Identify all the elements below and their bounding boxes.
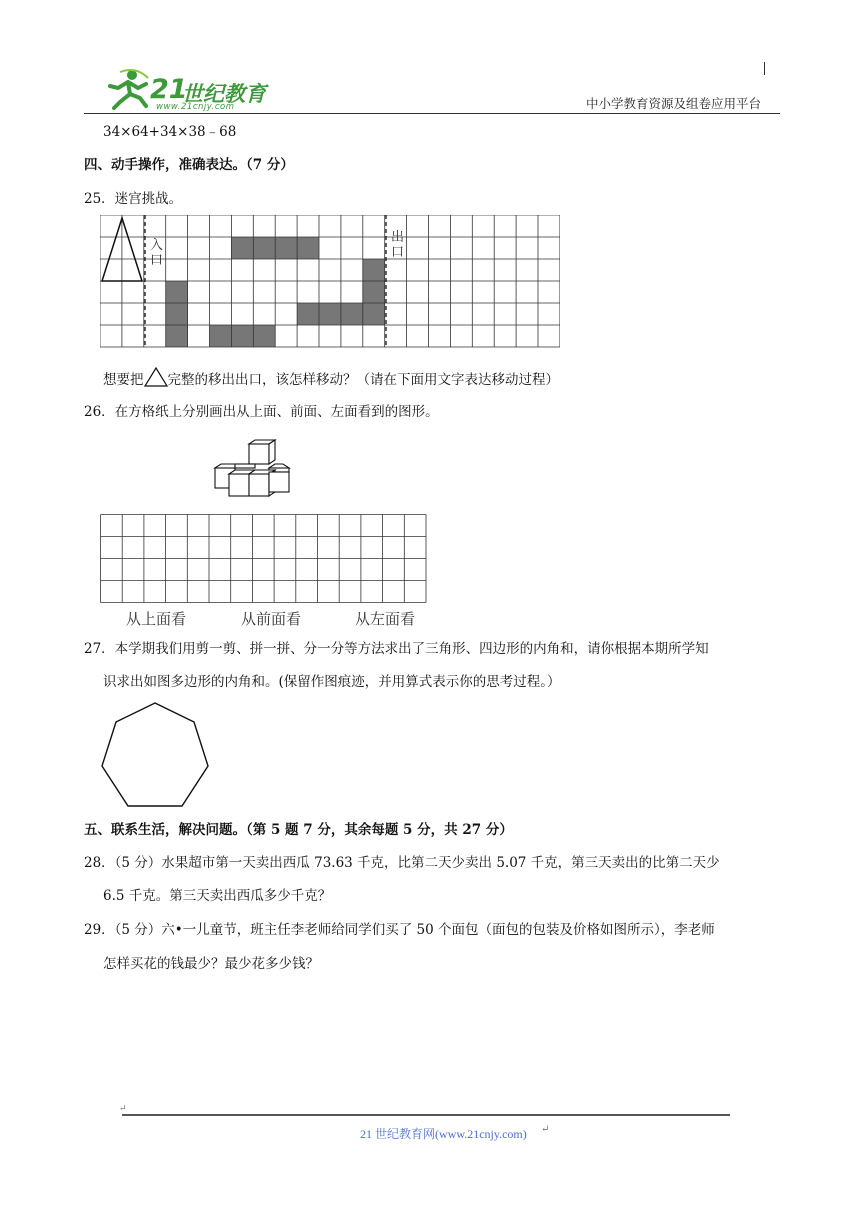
maze-wall-cell [363, 281, 385, 303]
question-25-prompt [103, 367, 559, 390]
maze-wall-cell [253, 237, 275, 259]
maze-exit-label: 出口 [391, 230, 405, 260]
question-28-line-2: 6.5 千克。第三天卖出西瓜多少千克？ [103, 888, 332, 904]
header-rule [84, 113, 780, 114]
logo-number: 21 [150, 74, 188, 105]
question-27-line-1: 27．本学期我们用剪一剪、拼一拼、分一分等方法求出了三角形、四边形的内角和，请你根据本期所学知 [84, 641, 709, 657]
question-26-title: 26．在方格纸上分别画出从上面、前面、左面看到的图形。 [84, 404, 439, 420]
heptagon-figure [98, 700, 212, 810]
logo-name: 世纪教育 [182, 82, 266, 106]
logo-url: www.21cnjy.com [156, 102, 235, 112]
footer-return-icon: ↵ [541, 1124, 550, 1135]
maze-wall-cell [166, 281, 188, 303]
question-27-line-2: 识求出如图多边形的内角和。(保留作图痕迹，并用算式表示你的思考过程。） [103, 674, 561, 690]
header-tick [764, 62, 765, 75]
maze-wall-cell [166, 303, 188, 325]
section-4-heading: 四、动手操作，准确表达。（7 分） [84, 157, 294, 173]
footer-rule [122, 1114, 730, 1116]
maze-wall-cell [341, 303, 363, 325]
maze-wall-cell [363, 303, 385, 325]
maze-wall-cell [297, 303, 319, 325]
maze-wall-cell [253, 325, 275, 347]
footer-text: 21 世纪教育网(www.21cnjy.com) [360, 1127, 527, 1141]
question-25-title: 25．迷宫挑战。 [84, 191, 183, 207]
question-25-prompt-start: 想要把 [103, 372, 144, 388]
question-29-line-2: 怎样买花的钱最少？最少花多少钱？ [103, 956, 319, 972]
section-5-heading: 五、联系生活，解决问题。（第 5 题 7 分，其余每题 5 分，共 27 分） [84, 822, 513, 838]
maze-wall-cell [210, 325, 232, 347]
maze-entrance-label: 入口 [150, 238, 164, 268]
previous-expression: 34×64+34×38﹣68 [103, 124, 237, 140]
maze-wall-cell [231, 237, 253, 259]
header [0, 0, 860, 115]
maze-wall-cell [363, 259, 385, 281]
maze-wall-cell [231, 325, 253, 347]
footer-return-mark-icon: ↵ [119, 1104, 127, 1114]
small-triangle-icon [144, 367, 168, 387]
maze-grid [100, 215, 560, 350]
maze-wall-cell [166, 325, 188, 347]
caption-front-view: 从前面看 [241, 610, 302, 628]
runner-logo-icon [106, 68, 152, 110]
question-25-prompt-end: 完整的移出出口，该怎样移动？（请在下面用文字表达移动过程） [167, 372, 559, 388]
platform-name: 中小学教育资源及组卷应用平台 [586, 96, 762, 111]
question-28-line-1: 28．（5 分）水果超市第一天卖出西瓜 73.63 千克，比第二天少卖出 5.07 千克，第三天卖出的比第二天少 [84, 855, 720, 871]
maze-wall-cell [297, 237, 319, 259]
view-drawing-grid [100, 514, 430, 606]
caption-top-view: 从上面看 [126, 610, 187, 628]
question-29-line-1: 29．（5 分）六•一儿童节，班主任李老师给同学们买了 50 个面包（面包的包装及价格如图所示），李老师 [84, 922, 715, 938]
caption-left-view: 从左面看 [355, 610, 416, 628]
maze-wall-cell [275, 237, 297, 259]
maze-wall-cell [319, 303, 341, 325]
cube-stack-figure [213, 434, 291, 500]
